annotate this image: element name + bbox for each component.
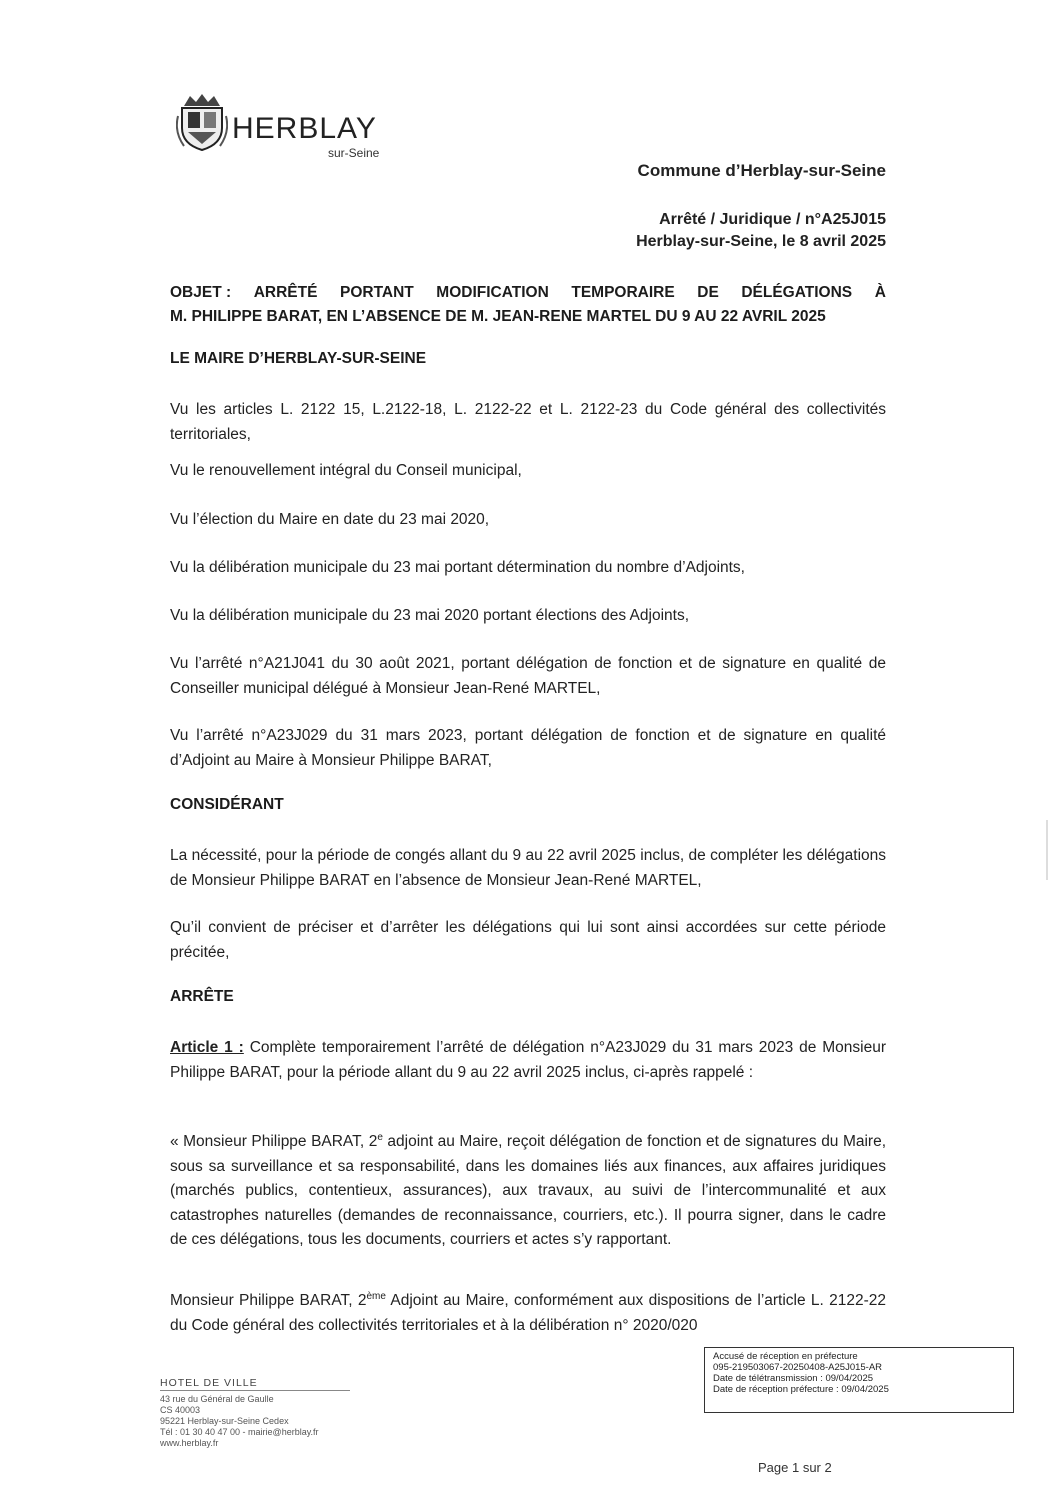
visa-paragraph: Vu l’arrêté n°A21J041 du 30 août 2021, portant délégation de fonction et de signature en qualité de Conseiller municipal délégué à Monsieur Jean-René MARTEL, <box>170 655 886 697</box>
hotel-de-ville-label: HOTEL DE VILLE <box>160 1378 350 1391</box>
visa-paragraph: Vu la délibération municipale du 23 mai 2020 portant élections des Adjoints, <box>170 607 690 624</box>
prefecture-receipt-stamp <box>704 1347 1014 1413</box>
delegation-quote <box>170 1126 886 1253</box>
visa-paragraph: Vu les articles L. 2122 15, L.2122-18, L. 2122-22 et L. 2122-23 du Code général des collectivités territoriales, <box>170 401 886 443</box>
objet-word: ARRÊTÉ <box>253 284 318 301</box>
considerant-paragraph: Qu’il convient de préciser et d’arrêter les délégations qui lui sont ainsi accordées sur cette période précitée, <box>170 919 886 961</box>
visa-paragraph: Vu l’arrêté n°A23J029 du 31 mars 2023, portant délégation de fonction et de signature en qualité d’Adjoint au Maire à Monsieur Philippe BARAT, <box>170 727 886 769</box>
objet-word: MODIFICATION <box>436 284 549 301</box>
logo-subtitle: sur-Seine <box>328 146 380 160</box>
arrete-title: ARRÊTE <box>170 988 234 1005</box>
article-1 <box>170 1036 886 1085</box>
last-paragraph-text: Monsieur Philippe BARAT, 2 <box>170 1292 367 1310</box>
objet-word: OBJET : <box>170 284 232 301</box>
page-number: Page 1 sur 2 <box>758 1460 832 1475</box>
last-paragraph-text: Adjoint au Maire, conformément aux dispositions de l’article L. 2122-22 du Code général des collectivités territoriales et à la délibération n° 2020/020 <box>170 1292 886 1334</box>
logo-name: HERBLAY <box>232 112 377 145</box>
quote-text: « Monsieur Philippe BARAT, 2 <box>170 1133 378 1151</box>
footer-address <box>160 1378 350 1449</box>
objet-word: À <box>874 284 886 301</box>
considerant-paragraph: La nécessité, pour la période de congés allant du 9 au 22 avril 2025 inclus, de compléter les délégations de Monsieur Philippe BARAT en l’absence de Monsieur Jean-René MARTEL, <box>170 847 886 889</box>
address-line: Tél : 01 30 40 47 00 - mairie@herblay.fr <box>160 1427 319 1437</box>
objet-line-1 <box>170 281 886 305</box>
quote-superscript: e <box>377 1132 383 1143</box>
quote-text: adjoint au Maire, reçoit délégation de fonction et de signatures du Maire, sous sa surveillance et sa responsabilité, dans les domaines liés aux finances, aux affaires juridiques (marchés publics, contentieux, assurances), aux travaux, au suivi de l’intercommunalité et aux catastrophes naturelles (demandes de reconnaissance, courriers, etc.). Il pourra signer, dans le cadre de ces délégations, tous les documents, courriers et actes s’y rapportant. <box>170 1133 887 1249</box>
objet-block <box>170 281 886 329</box>
address-line: 43 rue du Général de Gaulle <box>160 1394 274 1404</box>
visa-paragraph: Vu l’élection du Maire en date du 23 mai 2020, <box>170 511 490 528</box>
herblay-logo <box>170 90 410 170</box>
last-paragraph <box>170 1285 886 1338</box>
last-paragraph-superscript: ème <box>366 1291 386 1302</box>
address-line: CS 40003 <box>160 1405 201 1415</box>
stamp-line: Accusé de réception en préfecture <box>713 1351 858 1362</box>
article-1-label: Article 1 : <box>170 1039 244 1056</box>
maire-title: LE MAIRE D’HERBLAY-SUR-SEINE <box>170 350 427 367</box>
objet-word: DÉLÉGATIONS <box>741 284 853 301</box>
article-1-text: Complète temporairement l’arrêté de délégation n°A23J029 du 31 mars 2023 de Monsieur Philippe BARAT, pour la période allant du 9 au 22 avril 2025 inclus, ci-après rappelé : <box>170 1039 886 1081</box>
objet-line-2: M. PHILIPPE BARAT, EN L’ABSENCE DE M. JEAN-RENE MARTEL DU 9 AU 22 AVRIL 2025 <box>170 308 826 325</box>
visa-paragraph: Vu le renouvellement intégral du Conseil municipal, <box>170 462 522 479</box>
address-line: 95221 Herblay-sur-Seine Cedex <box>160 1416 289 1426</box>
objet-word: TEMPORAIRE <box>571 284 675 301</box>
coat-of-arms-icon <box>176 92 228 152</box>
scan-edge-mark <box>1046 820 1048 880</box>
address-line: www.herblay.fr <box>160 1438 219 1448</box>
visa-paragraph: Vu la délibération municipale du 23 mai portant détermination du nombre d’Adjoints, <box>170 559 745 576</box>
considerant-title: CONSIDÉRANT <box>170 796 284 813</box>
objet-word: DE <box>697 284 719 301</box>
arrete-reference: Arrêté / Juridique / n°A25J015 <box>659 211 886 228</box>
stamp-line: Date de réception préfecture : 09/04/2025 <box>713 1384 889 1395</box>
stamp-line: Date de télétransmission : 09/04/2025 <box>713 1373 874 1384</box>
objet-word: PORTANT <box>339 284 414 301</box>
place-date: Herblay-sur-Seine, le 8 avril 2025 <box>636 233 886 250</box>
commune-name: Commune d’Herblay-sur-Seine <box>637 161 886 180</box>
stamp-line: 095-219503067-20250408-A25J015-AR <box>713 1362 883 1373</box>
